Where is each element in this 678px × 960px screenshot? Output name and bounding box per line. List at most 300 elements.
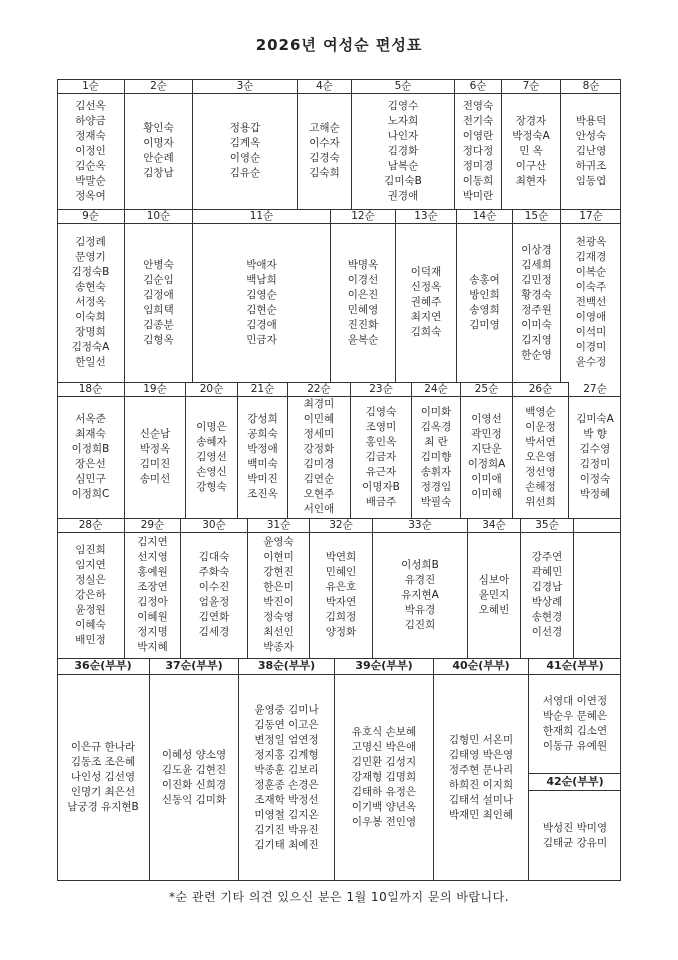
member-name: 김정아 <box>137 596 168 608</box>
member-name: 정다정 <box>462 144 494 157</box>
member-name: 김숙희 <box>309 167 340 179</box>
group-label: 10순 <box>125 209 192 224</box>
member-name: 유호식 손보혜 <box>351 726 417 738</box>
member-list <box>150 674 238 881</box>
group-label: 25순 <box>461 382 512 397</box>
group-cell <box>528 658 621 881</box>
member-name: 이명자B <box>362 480 400 493</box>
group-label: 7순 <box>502 79 560 94</box>
member-name: 이영애 <box>575 311 607 323</box>
member-name: 황인숙 <box>143 122 174 134</box>
member-name: 김희숙 <box>410 326 442 338</box>
divider <box>57 382 621 383</box>
member-name: 한일선 <box>75 356 106 368</box>
member-name: 민 옥 <box>519 144 543 157</box>
member-name: 박용덕 <box>575 114 607 127</box>
member-name: 김창남 <box>143 167 174 179</box>
group-label: 41순(부부) <box>529 658 621 675</box>
member-name: 정훈종 손경은 <box>254 778 319 791</box>
member-name: 김금자 <box>365 450 397 463</box>
member-name: 김기진 박유진 <box>254 823 319 836</box>
member-name: 이미해 <box>471 488 502 500</box>
member-list <box>57 674 149 881</box>
member-list <box>125 396 185 518</box>
group-cell <box>560 79 621 209</box>
member-name: 김순임 <box>143 273 174 286</box>
member-name: 김영수 <box>387 99 419 112</box>
member-name: 장명희 <box>75 326 106 338</box>
member-name: 송홍여 <box>469 273 500 286</box>
group-cell <box>467 518 520 658</box>
page-title: 2026년 여성순 편성표 <box>255 36 423 54</box>
divider <box>57 518 621 519</box>
table-row-2 <box>57 209 621 382</box>
footer-note: *순 관련 기타 의견 있으신 분은 1월 10일까지 문의 바랍니다. <box>168 890 510 904</box>
member-name: 이영선 <box>471 413 502 425</box>
member-name: 진진화 <box>347 318 379 331</box>
member-list <box>125 223 192 382</box>
group-cell <box>237 382 287 518</box>
group-label: 8순 <box>561 79 621 94</box>
empty-cell <box>573 518 621 658</box>
member-name: 박미진 <box>247 473 278 485</box>
member-name: 고명신 박은애 <box>351 741 417 753</box>
member-name: 전기숙 <box>462 114 494 127</box>
member-list <box>529 674 621 773</box>
member-list <box>193 223 330 382</box>
member-name: 김정애 <box>143 288 174 301</box>
member-name: 민금자 <box>246 333 277 346</box>
member-list <box>125 532 180 658</box>
member-name: 곽민정 <box>471 428 502 440</box>
table-row-5 <box>57 658 621 881</box>
member-list <box>57 396 124 518</box>
member-name: 정주원 <box>521 303 552 316</box>
member-name: 서옥준 <box>75 413 106 425</box>
member-name: 이덕재 <box>410 266 442 278</box>
group-label: 28순 <box>57 518 124 533</box>
member-name: 김민정 <box>521 273 552 286</box>
member-name: 신순남 <box>139 428 171 440</box>
member-name: 김영순 <box>246 288 277 301</box>
member-name: 이숙주 <box>575 281 607 293</box>
member-name: 김미경 <box>303 458 335 470</box>
group-label: 35순 <box>521 518 573 533</box>
member-name: 김경숙 <box>309 152 340 164</box>
member-name: 윤영중 김미나 <box>254 703 319 716</box>
member-name: 신동익 김미화 <box>161 793 227 806</box>
group-cell <box>180 518 247 658</box>
member-list <box>521 532 573 658</box>
member-list <box>186 396 237 518</box>
member-name: 천광옥 <box>575 236 607 248</box>
group-cell <box>57 209 124 382</box>
member-name: 서인애 <box>303 503 335 515</box>
member-name: 정경임 <box>420 480 452 493</box>
member-name: 이경미 <box>575 341 607 353</box>
member-name: 이진화 신희경 <box>161 778 227 791</box>
group-cell <box>512 382 568 518</box>
member-name: 김계옥 <box>229 137 261 149</box>
group-label: 29순 <box>125 518 180 533</box>
member-name: 최선인 <box>263 626 294 638</box>
group-cell <box>124 518 180 658</box>
member-name: 방인희 <box>469 288 500 301</box>
member-name: 홍예원 <box>137 566 168 578</box>
group-cell <box>460 382 512 518</box>
group-label: 40순(부부) <box>434 658 528 675</box>
member-name: 유지현A <box>401 588 439 601</box>
member-list <box>468 532 520 658</box>
member-list <box>248 532 309 658</box>
member-list <box>569 396 621 518</box>
member-name: 김경화 <box>387 144 419 157</box>
member-name: 민혜인 <box>325 566 357 578</box>
group-label: 18순 <box>57 382 124 397</box>
group-cell <box>57 79 124 209</box>
member-name: 정용갑 <box>229 122 261 134</box>
member-name: 이구산 <box>515 159 547 172</box>
member-name: 김진희 <box>404 618 436 631</box>
member-list <box>502 93 560 209</box>
member-name: 양정화 <box>325 626 357 638</box>
group-cell <box>456 209 512 382</box>
member-list <box>125 93 192 209</box>
member-name: 이경선 <box>347 273 379 286</box>
member-name: 김미숙A <box>576 413 614 425</box>
member-name: 정선영 <box>525 465 556 478</box>
member-list <box>352 93 454 209</box>
member-name: 정숙영 <box>263 611 294 623</box>
table-row-1 <box>57 79 621 209</box>
member-list <box>461 396 512 518</box>
member-name: 이동규 유예원 <box>542 739 608 752</box>
member-name: 김미진 <box>139 458 171 470</box>
member-name: 오현주 <box>303 488 335 500</box>
member-name: 신정옥 <box>410 281 442 293</box>
member-name: 조장연 <box>137 581 168 593</box>
member-name: 김선옥 <box>75 99 106 112</box>
divider <box>57 209 621 210</box>
group-label: 19순 <box>125 382 185 397</box>
group-label: 22순 <box>288 382 350 397</box>
member-name: 박진이 <box>263 596 294 608</box>
member-name: 조진옥 <box>247 488 278 500</box>
group-label: 37순(부부) <box>150 658 238 675</box>
member-list <box>412 396 460 518</box>
member-name: 김연순 <box>303 473 335 485</box>
group-label: 20순 <box>186 382 237 397</box>
member-name: 임진희 <box>75 543 106 556</box>
member-name: 김기태 최예진 <box>254 838 319 851</box>
group-cell <box>350 382 411 518</box>
member-name: 최재숙 <box>75 428 106 440</box>
member-name: 이동희 <box>462 174 494 187</box>
group-label: 3순 <box>193 79 297 94</box>
group-label: 27순 <box>569 382 621 397</box>
member-name: 강재형 김명희 <box>351 771 417 783</box>
member-name: 조영미 <box>365 420 397 433</box>
group-label: 30순 <box>181 518 247 533</box>
member-name: 이영란 <box>462 129 494 142</box>
group-cell <box>330 209 395 382</box>
group-label: 34순 <box>468 518 520 533</box>
member-name: 이정인 <box>75 144 106 157</box>
member-name: 이정희A <box>467 458 506 470</box>
group-label: 9순 <box>57 209 124 224</box>
member-name: 하귀조 <box>575 159 607 172</box>
member-name: 이숙희 <box>75 311 106 323</box>
member-name: 김지연 <box>137 536 168 548</box>
member-name: 선지영 <box>137 551 168 563</box>
member-name: 이성희B <box>401 558 439 571</box>
member-name: 김형옥 <box>143 333 174 346</box>
member-name: 권경애 <box>387 189 419 202</box>
member-name: 윤수정 <box>575 356 607 368</box>
group-cell <box>433 658 528 881</box>
member-list <box>193 93 297 209</box>
member-name: 정세미 <box>303 428 335 440</box>
schedule-table <box>57 79 621 881</box>
member-name: 박종자 <box>263 641 294 653</box>
member-name: 공희숙 <box>247 428 278 440</box>
member-name: 윤영숙 <box>263 536 294 548</box>
member-list <box>57 532 124 658</box>
group-cell <box>185 382 237 518</box>
group-label: 11순 <box>193 209 330 224</box>
member-name: 김영선 <box>196 450 227 463</box>
member-name: 송현경 <box>531 611 563 623</box>
group-cell <box>57 518 124 658</box>
member-name: 심민구 <box>75 473 106 485</box>
member-name: 이기백 양년옥 <box>351 801 417 813</box>
member-name: 장경자 <box>515 114 547 127</box>
member-name: 백미숙 <box>247 458 278 470</box>
member-name: 나인자 <box>387 129 419 142</box>
group-label: 2순 <box>125 79 192 94</box>
member-name: 김수영 <box>579 443 611 455</box>
member-name: 오은영 <box>525 450 556 463</box>
member-name: 강은하 <box>75 588 106 601</box>
member-name: 윤정원 <box>75 603 106 616</box>
member-name: 강정화 <box>303 443 335 455</box>
table-row-4 <box>57 518 621 658</box>
group-cell <box>454 79 501 209</box>
member-name: 김미향 <box>420 450 452 463</box>
member-list <box>288 396 350 518</box>
group-label: 6순 <box>455 79 501 94</box>
group-cell <box>411 382 460 518</box>
member-name: 백남희 <box>246 273 277 286</box>
member-name: 안병숙 <box>143 258 174 271</box>
group-label: 15순 <box>513 209 560 224</box>
member-name: 박자연 <box>325 596 357 608</box>
member-name: 이선경 <box>531 626 563 638</box>
member-list <box>181 532 247 658</box>
member-name: 박필숙 <box>420 495 452 508</box>
member-name: 한재희 김소연 <box>542 724 608 737</box>
member-list <box>529 790 621 881</box>
member-name: 김세경 <box>198 626 230 638</box>
member-name: 손해정 <box>525 480 556 493</box>
group-cell <box>238 658 334 881</box>
member-name: 고해순 <box>309 122 340 134</box>
member-name: 강형숙 <box>196 480 227 493</box>
member-name: 이미숙 <box>521 318 552 331</box>
member-name: 이민혜 <box>303 413 335 425</box>
group-label: 32순 <box>310 518 372 533</box>
member-name: 정재숙 <box>75 129 106 142</box>
member-name: 전백선 <box>575 296 607 308</box>
member-name: 박성진 박미영 <box>542 821 608 834</box>
group-label: 31순 <box>248 518 309 533</box>
member-name: 송혜자 <box>196 435 227 448</box>
member-name: 박유경 <box>404 603 436 616</box>
group-label: 23순 <box>351 382 411 397</box>
member-name: 문영기 <box>75 251 106 263</box>
member-name: 박정숙A <box>512 129 550 142</box>
member-name: 김희정 <box>325 611 357 623</box>
member-name: 김연화 <box>198 611 230 623</box>
member-name: 서영대 이연정 <box>542 694 608 707</box>
member-name: 변정일 엄연정 <box>254 733 319 746</box>
member-name: 박서연 <box>525 435 556 448</box>
group-label: 36순(부부) <box>57 658 149 675</box>
member-name: 박종훈 김보리 <box>254 763 319 776</box>
group-label: 1순 <box>57 79 124 94</box>
member-name: 송미선 <box>139 473 171 485</box>
member-list <box>455 93 501 209</box>
group-label <box>574 518 621 533</box>
member-name: 최지연 <box>410 311 442 323</box>
member-name: 한순영 <box>521 348 552 361</box>
member-name: 심보아 <box>478 573 510 586</box>
group-cell <box>568 382 621 518</box>
member-list <box>396 223 456 382</box>
group-cell <box>297 79 351 209</box>
member-name: 남복순 <box>387 159 419 172</box>
member-name: 김유순 <box>229 167 261 179</box>
member-name: 윤민지 <box>478 588 510 601</box>
member-name: 유경진 <box>404 573 436 586</box>
member-name: 송영희 <box>469 303 500 316</box>
group-cell <box>124 382 185 518</box>
member-list <box>298 93 351 209</box>
member-name: 장은선 <box>75 458 106 470</box>
member-list <box>513 223 560 382</box>
member-name: 이정희B <box>71 443 110 455</box>
member-name: 이수진 <box>198 581 230 593</box>
group-label: 33순 <box>373 518 467 533</box>
member-name: 정주현 문나리 <box>448 763 514 776</box>
member-list <box>561 223 621 382</box>
group-label: 5순 <box>352 79 454 94</box>
member-name: 이현미 <box>263 551 294 563</box>
member-name: 윤복순 <box>347 333 379 346</box>
member-name: 박정옥 <box>139 443 171 455</box>
member-name: 이정희C <box>71 488 110 500</box>
member-name: 김동연 이고은 <box>254 718 319 731</box>
member-name: 노자희 <box>387 114 419 127</box>
member-name: 배금주 <box>365 495 397 508</box>
member-name: 김정숙A <box>71 341 110 353</box>
member-name: 김난영 <box>575 144 607 157</box>
member-list <box>513 396 568 518</box>
member-name: 김형민 서온미 <box>448 733 514 746</box>
member-name: 김정례 <box>75 236 106 248</box>
member-name: 송휘자 <box>420 465 452 478</box>
member-name: 김옥경 <box>420 420 452 433</box>
member-name: 위선희 <box>525 495 556 508</box>
member-name: 김동조 조은혜 <box>70 756 136 768</box>
member-name: 주화숙 <box>198 566 230 578</box>
member-name: 권혜주 <box>410 296 442 308</box>
member-name: 김미영 <box>469 318 500 331</box>
member-name: 전영숙 <box>462 99 494 112</box>
member-name: 안순례 <box>143 152 174 164</box>
member-name: 김재경 <box>575 251 607 263</box>
member-name: 오혜빈 <box>478 603 510 616</box>
member-list <box>238 396 287 518</box>
member-name: 안성숙 <box>575 129 607 142</box>
group-cell <box>57 658 149 881</box>
table-row-3 <box>57 382 621 518</box>
member-list <box>310 532 372 658</box>
member-name: 이명자 <box>143 137 174 149</box>
member-name: 임희택 <box>143 303 174 316</box>
group-cell <box>192 209 330 382</box>
member-name: 이혜원 <box>137 611 168 623</box>
group-label: 14순 <box>457 209 512 224</box>
member-list <box>57 93 124 209</box>
member-name: 이미화 <box>420 405 452 418</box>
member-name: 이석미 <box>575 326 607 338</box>
member-name: 최현자 <box>515 174 547 187</box>
member-name: 이혜숙 <box>75 618 106 631</box>
group-cell <box>351 79 454 209</box>
member-name: 지단운 <box>471 443 502 455</box>
member-name: 이상경 <box>521 243 552 256</box>
member-name: 박명옥 <box>347 258 379 271</box>
member-name: 박순우 문혜은 <box>542 709 608 722</box>
member-name: 조재학 박정선 <box>254 793 319 806</box>
group-cell <box>372 518 467 658</box>
member-list <box>373 532 467 658</box>
member-list <box>57 223 124 382</box>
group-label: 21순 <box>238 382 287 397</box>
member-name: 이명은 <box>196 420 227 433</box>
member-list <box>434 674 528 881</box>
member-name: 정옥여 <box>75 189 106 202</box>
member-name: 임지연 <box>75 558 106 571</box>
member-name: 하희진 이지희 <box>448 778 514 791</box>
member-name: 송현숙 <box>75 281 106 293</box>
member-name: 김정미 <box>579 458 611 470</box>
member-name: 김미숙B <box>384 174 422 187</box>
member-name: 김세희 <box>521 258 552 271</box>
member-name: 이은규 한나라 <box>70 741 136 753</box>
group-label: 4순 <box>298 79 351 94</box>
group-cell <box>501 79 560 209</box>
member-name: 이정숙 <box>579 473 611 485</box>
member-name: 박지혜 <box>137 641 168 653</box>
member-name: 남궁경 유지현B <box>67 801 139 813</box>
member-name: 김종분 <box>143 318 174 331</box>
member-name: 김태하 유정은 <box>351 786 417 798</box>
group-label: 38순(부부) <box>239 658 334 675</box>
member-name: 최 란 <box>424 435 448 448</box>
member-name: 유은호 <box>325 581 357 593</box>
